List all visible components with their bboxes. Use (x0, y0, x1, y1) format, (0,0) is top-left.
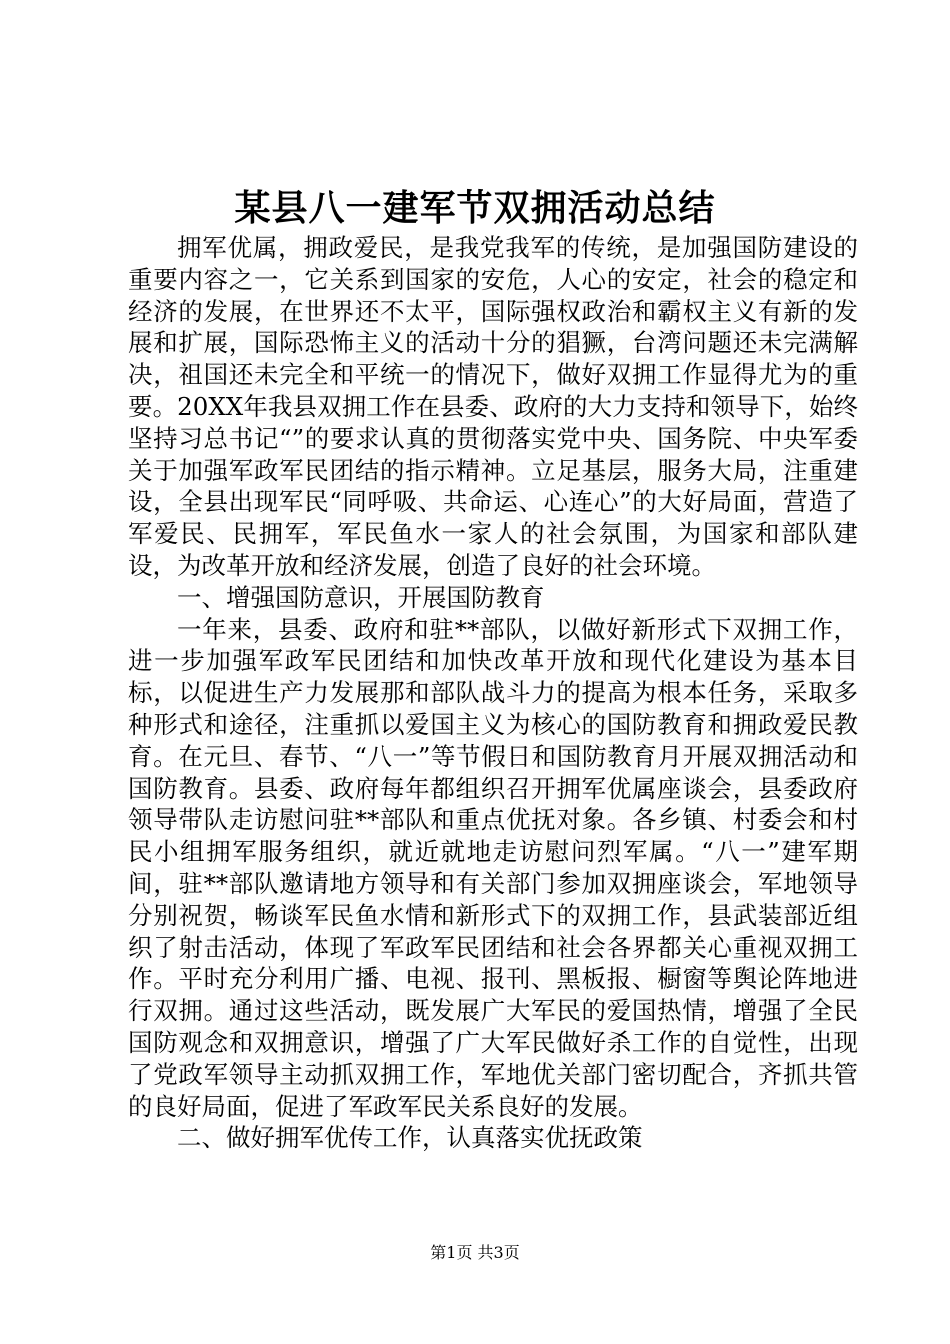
paragraph-section-1: 一年来，县委、政府和驻**部队，以做好新形式下双拥工作，进一步加强军政军民团结和加快改革开放和现代化建设为基本目标，以促进生产力发展那和部队战斗力的提高为根本任务，采取多种形式和途径，注重抓以爱国主义为核心的国防教育和拥政爱民教育。在元旦、春节、“八一”等节假日和国防教育月开展双拥活动和国防教育。县委、政府每年都组织召开拥军优属座谈会，县委政府领导带队走访慰问驻**部队和重点优抚对象。各乡镇、村委会和村民小组拥军服务组织，就近就地走访慰问烈军属。“八一”建军期间，驻**部队邀请地方领导和有关部门参加双拥座谈会，军地领导分别祝贺，畅谈军民鱼水情和新形式下的双拥工作，县武装部近组织了射击活动，体现了军政军民团结和社会各界都关心重视双拥工作。平时充分利用广播、电视、报刊、黑板报、橱窗等舆论阵地进行双拥。通过这些活动，既发展广大军民的爱国热情，增强了全民国防观念和双拥意识，增强了广大军民做好杀工作的自觉性，出现了党政军领导主动抓双拥工作，军地优关部门密切配合，齐抓共管的良好局面，促进了军政军民关系良好的发展。 (128, 614, 858, 1121)
section-heading-1: 一、增强国防意识，开展国防教育 (177, 582, 545, 612)
document-title: 某县八一建军节双拥活动总结 (234, 187, 716, 229)
paragraph-intro: 拥军优属，拥政爱民，是我党我军的传统，是加强国防建设的重要内容之一，它关系到国家的安危，人心的安定，社会的稳定和经济的发展，在世界还不太平，国际强权政治和霸权主义有新的发展和扩展，国际恐怖主义的活动十分的猖獗，台湾问题还未完满解决，祖国还未完全和平统一的情况下，做好双拥工作显得尤为的重要。20XX年我县双拥工作在县委、政府的大力支持和领导下，始终坚持习总书记“”的要求认真的贯彻落实党中央、国务院、中央军委关于加强军政军民团结的指示精神。立足基层，服务大局，注重建设，全县出现军民“同呼吸、共命运、心连心”的大好局面，营造了军爱民、民拥军，军民鱼水一家人的社会氛围，为国家和部队建设，为改革开放和经济发展，创造了良好的社会环境。 (128, 233, 858, 580)
document-body (128, 232, 858, 1154)
section-heading-2: 二、做好拥军优传工作，认真落实优抚政策 (177, 1123, 643, 1153)
page-number-footer: 第1页 共3页 (430, 1243, 520, 1262)
